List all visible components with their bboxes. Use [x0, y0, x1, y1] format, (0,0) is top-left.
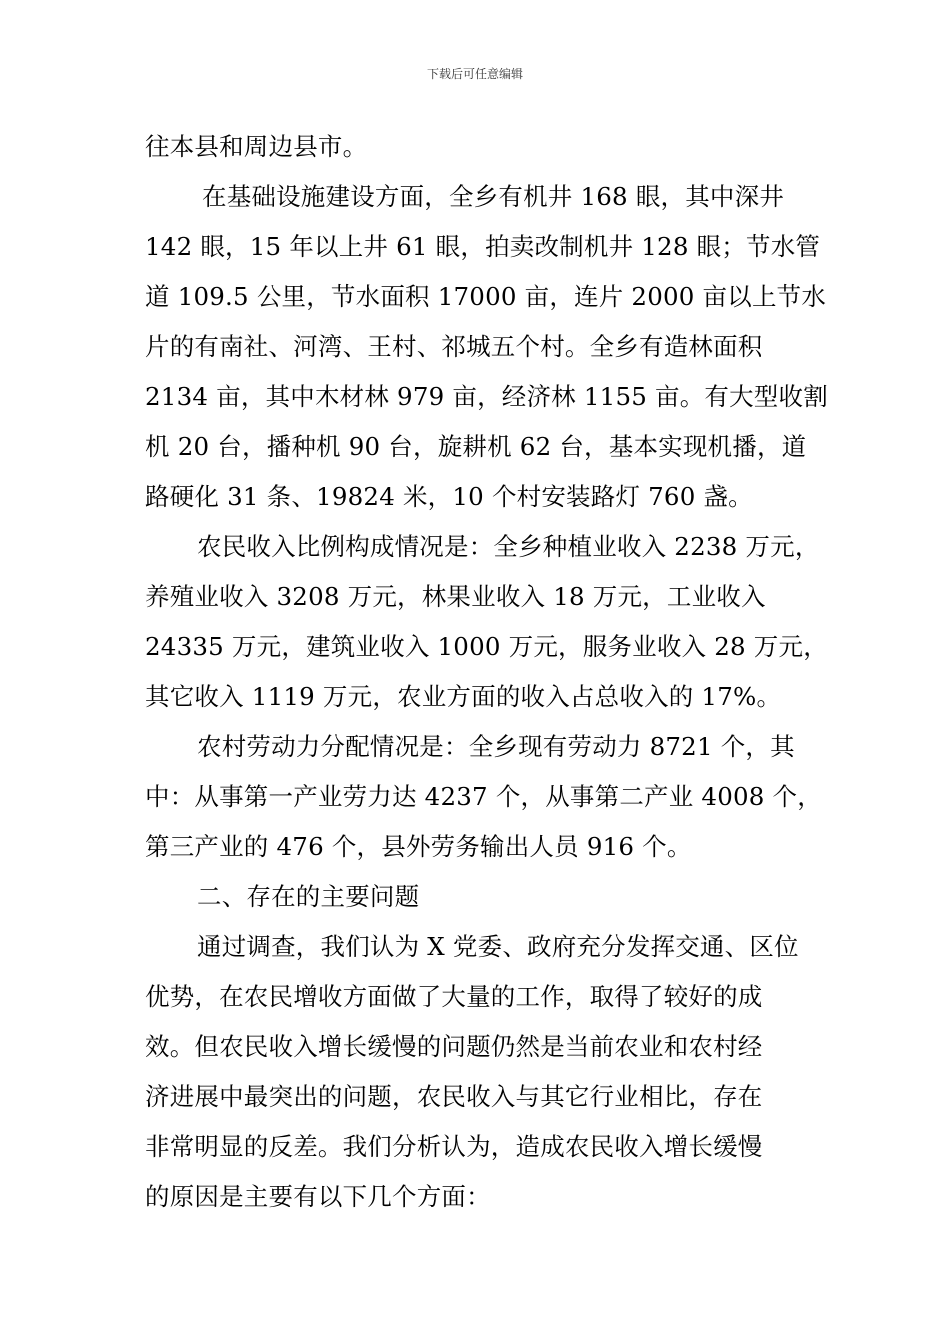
- text-line: 机 20 台，播种机 90 台，旋耕机 62 台，基本实现机播，道: [145, 432, 807, 461]
- text-line: 24335 万元，建筑业收入 1000 万元，服务业收入 28 万元，: [145, 632, 828, 661]
- text-line: 非常明显的反差。我们分析认为，造成农民收入增长缓慢: [145, 1132, 763, 1161]
- paragraph-start-line: 通过调查，我们认为 X 党委、政府充分发挥交通、区位: [197, 932, 799, 961]
- section-heading: 二、存在的主要问题: [197, 882, 420, 911]
- text-line: 往本县和周边县市。: [145, 132, 368, 161]
- text-line: 效。但农民收入增长缓慢的问题仍然是当前农业和农村经: [145, 1032, 763, 1061]
- paragraph-start-line: 在基础设施建设方面，全乡有机井 168 眼，其中深井: [202, 182, 785, 211]
- text-line: 片的有南社、河湾、王村、祁城五个村。全乡有造林面积: [145, 332, 763, 361]
- text-line: 济进展中最突出的问题，农民收入与其它行业相比，存在: [145, 1082, 763, 1111]
- text-line: 2134 亩，其中木材林 979 亩，经济林 1155 亩。有大型收割: [145, 382, 828, 411]
- text-line: 的原因是主要有以下几个方面：: [145, 1182, 491, 1211]
- text-line: 中：从事第一产业劳力达 4237 个，从事第二产业 4008 个，: [145, 782, 822, 811]
- text-line: 第三产业的 476 个，县外劳务输出人员 916 个。: [145, 832, 692, 861]
- text-line: 养殖业收入 3208 万元，林果业收入 18 万元，工业收入: [145, 582, 766, 611]
- page-header-note: 下载后可任意编辑: [426, 67, 523, 81]
- paragraph-start-line: 农村劳动力分配情况是：全乡现有劳动力 8721 个，其: [197, 732, 795, 761]
- text-line: 142 眼，15 年以上井 61 眼，拍卖改制机井 128 眼；节水管: [145, 232, 821, 261]
- document-body: [145, 122, 828, 1222]
- text-line: 路硬化 31 条、19824 米，10 个村安装路灯 760 盏。: [145, 482, 753, 511]
- text-line: 其它收入 1119 万元，农业方面的收入占总收入的 17%。: [145, 682, 782, 711]
- text-line: 道 109.5 公里，节水面积 17000 亩，连片 2000 亩以上节水: [145, 282, 827, 311]
- paragraph-start-line: 农民收入比例构成情况是：全乡种植业收入 2238 万元，: [197, 532, 820, 561]
- text-line: 优势，在农民增收方面做了大量的工作，取得了较好的成: [145, 982, 763, 1011]
